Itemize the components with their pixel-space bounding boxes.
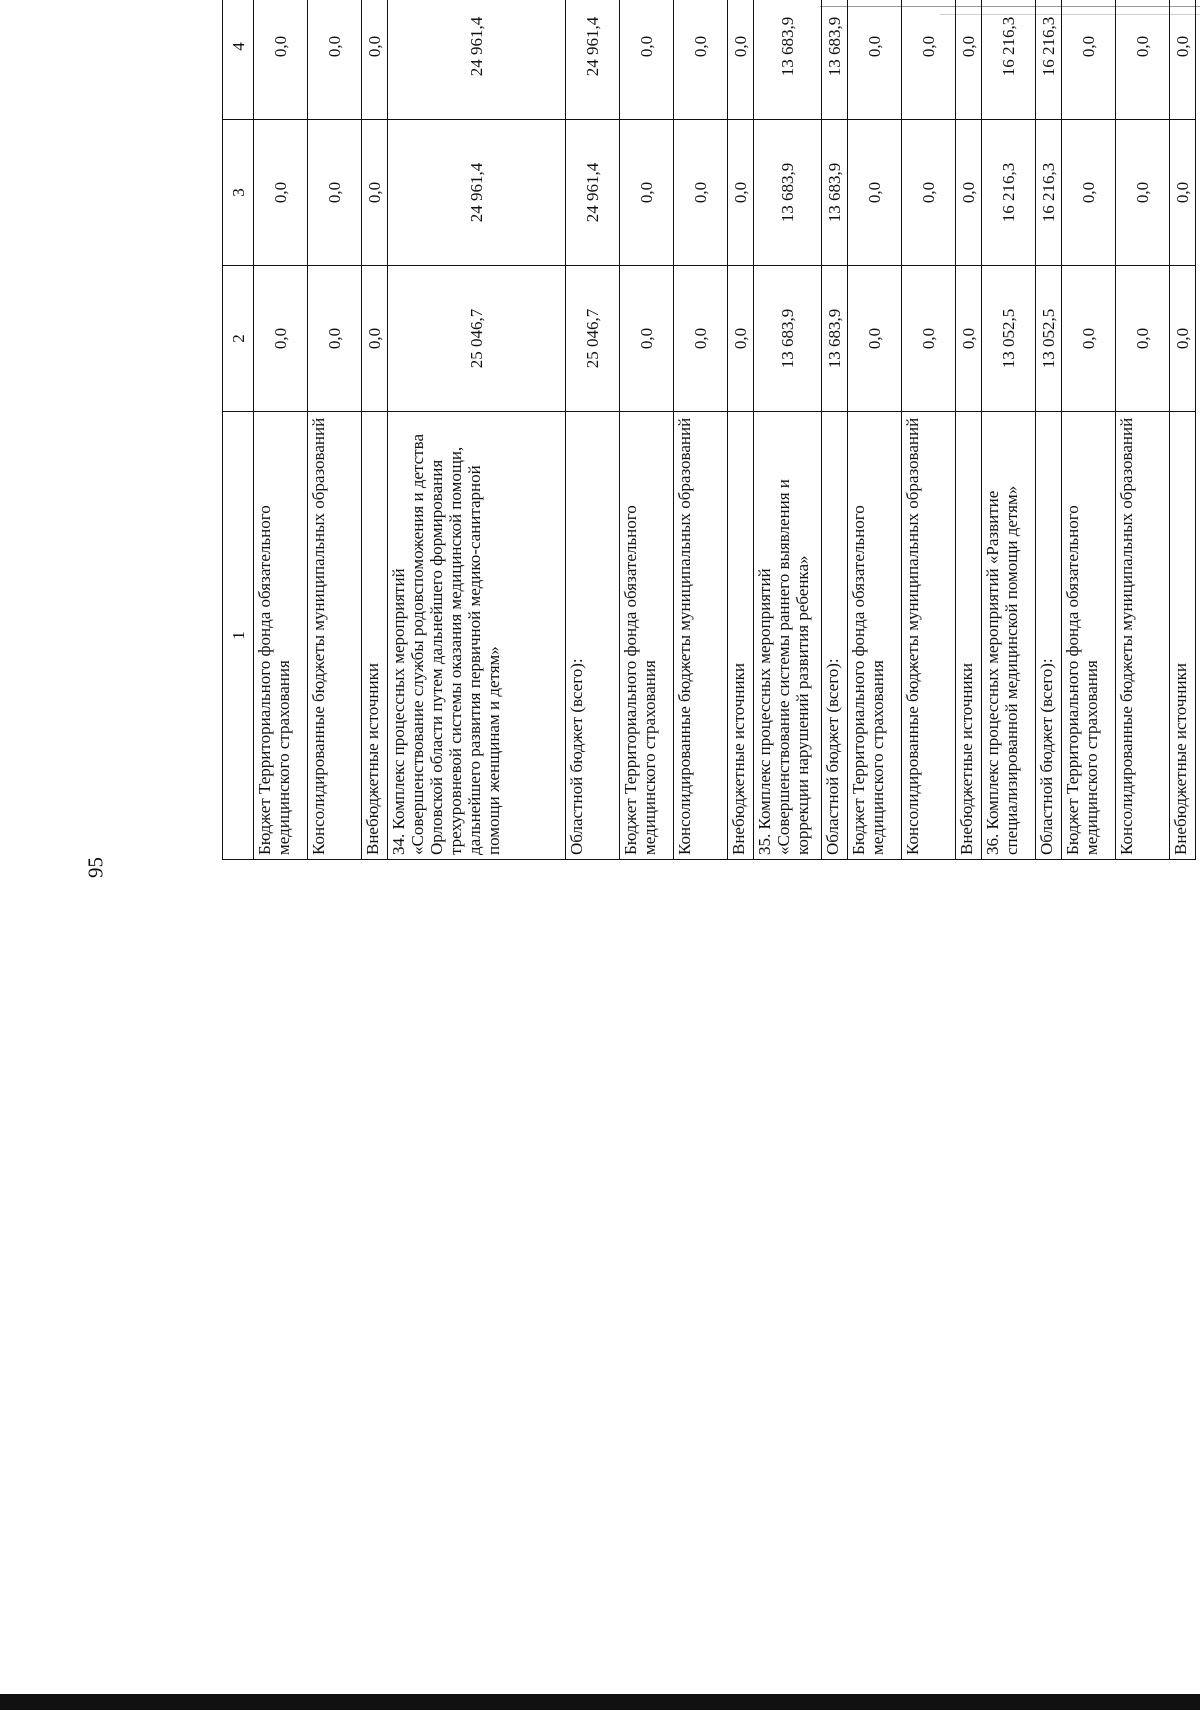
table-row: [620, 0, 674, 860]
budget-table: [222, 0, 1196, 860]
value-cell: 13 683,9: [822, 266, 848, 412]
column-header: 4: [223, 0, 254, 120]
value-cell: 0,0: [1170, 0, 1196, 120]
value-cell: 13 683,9: [822, 0, 848, 120]
value-cell: 0,0: [1062, 0, 1116, 120]
table-row: [308, 0, 362, 860]
row-label-cell: 35. Комплекс процессных мероприятий «Совершенствование системы раннего выявления и коррекции нарушений развития ребенка»: [754, 412, 822, 860]
value-cell: 0,0: [848, 266, 902, 412]
table-row: [254, 0, 308, 860]
value-cell: 24 961,4: [388, 0, 566, 120]
row-label-cell: Внебюджетные источники: [1170, 412, 1196, 860]
value-cell: 0,0: [254, 266, 308, 412]
row-label-cell: 36. Комплекс процессных мероприятий «Развитие специализированной медицинской помощи детям»: [982, 412, 1036, 860]
value-cell: 0,0: [254, 0, 308, 120]
value-cell: 16 216,3: [982, 0, 1036, 120]
row-label-cell: Бюджет Территориального фонда обязательного медицинского страхования: [1062, 412, 1116, 860]
value-cell: 24 961,4: [566, 120, 620, 266]
row-label-cell: Областной бюджет (всего):: [1036, 412, 1062, 860]
value-cell: 24 961,4: [388, 120, 566, 266]
table-row: [902, 0, 956, 860]
value-cell: 0,0: [956, 266, 982, 412]
value-cell: 0,0: [902, 0, 956, 120]
value-cell: 0,0: [362, 120, 388, 266]
row-label-cell: Внебюджетные источники: [728, 412, 754, 860]
row-label-cell: 34. Комплекс процессных мероприятий «Совершенствование службы родовспоможения и детства Орловской области путем дальнейшего формирования трехуровневой системы оказания медицинской помощи, дальнейшего развития первичной медико-санитарной помощи женщинам и детям»: [388, 412, 566, 860]
row-label-cell: Консолидированные бюджеты муниципальных образований: [674, 412, 728, 860]
row-label-cell: Областной бюджет (всего):: [566, 412, 620, 860]
value-cell: 13 683,9: [754, 0, 822, 120]
value-cell: 0,0: [308, 0, 362, 120]
value-cell: 0,0: [1062, 266, 1116, 412]
value-cell: 0,0: [848, 0, 902, 120]
value-cell: 13 683,9: [754, 266, 822, 412]
scan-bottom-border: [0, 1694, 1200, 1710]
value-cell: 0,0: [362, 266, 388, 412]
table-row: [956, 0, 982, 860]
table-row: [1062, 0, 1116, 860]
value-cell: 0,0: [362, 0, 388, 120]
table-row: [1116, 0, 1170, 860]
row-label-cell: Консолидированные бюджеты муниципальных образований: [308, 412, 362, 860]
row-label-cell: Внебюджетные источники: [362, 412, 388, 860]
value-cell: 0,0: [956, 120, 982, 266]
value-cell: 0,0: [674, 0, 728, 120]
row-label-cell: Внебюджетные источники: [956, 412, 982, 860]
value-cell: 0,0: [1062, 120, 1116, 266]
table-row: [822, 0, 848, 860]
value-cell: 0,0: [1116, 266, 1170, 412]
value-cell: 24 961,4: [566, 0, 620, 120]
value-cell: 25 046,7: [388, 266, 566, 412]
table-row: [1170, 0, 1196, 860]
value-cell: 13 052,5: [982, 266, 1036, 412]
table-header-row: [223, 0, 254, 860]
row-label-cell: Консолидированные бюджеты муниципальных образований: [902, 412, 956, 860]
row-label-cell: Бюджет Территориального фонда обязательного медицинского страхования: [620, 412, 674, 860]
value-cell: 0,0: [902, 266, 956, 412]
table-row: [388, 0, 566, 860]
value-cell: 0,0: [956, 0, 982, 120]
column-header: 1: [223, 412, 254, 860]
table-row: [982, 0, 1036, 860]
column-header: 2: [223, 266, 254, 412]
table-row: [674, 0, 728, 860]
value-cell: 16 216,3: [1036, 0, 1062, 120]
page-number: 95: [83, 857, 108, 878]
value-cell: 13 052,5: [1036, 266, 1062, 412]
row-label-cell: Бюджет Территориального фонда обязательного медицинского страхования: [254, 412, 308, 860]
table-row: [566, 0, 620, 860]
value-cell: 0,0: [308, 266, 362, 412]
row-label-cell: Консолидированные бюджеты муниципальных образований: [1116, 412, 1170, 860]
column-header: 3: [223, 120, 254, 266]
value-cell: 0,0: [254, 120, 308, 266]
table-row: [754, 0, 822, 860]
value-cell: 0,0: [674, 266, 728, 412]
value-cell: 0,0: [620, 120, 674, 266]
row-label-cell: Бюджет Территориального фонда обязательного медицинского страхования: [848, 412, 902, 860]
value-cell: 16 216,3: [982, 120, 1036, 266]
table-row: [848, 0, 902, 860]
row-label-cell: Областной бюджет (всего):: [822, 412, 848, 860]
value-cell: 0,0: [674, 120, 728, 266]
table-row: [362, 0, 388, 860]
rotated-table-container: [222, 0, 1192, 860]
value-cell: 0,0: [728, 266, 754, 412]
table-body: [254, 0, 1196, 860]
value-cell: 0,0: [620, 266, 674, 412]
table-row: [1036, 0, 1062, 860]
value-cell: 16 216,3: [1036, 120, 1062, 266]
table-row: [728, 0, 754, 860]
value-cell: 0,0: [1116, 120, 1170, 266]
value-cell: 13 683,9: [822, 120, 848, 266]
value-cell: 0,0: [728, 0, 754, 120]
value-cell: 0,0: [1116, 0, 1170, 120]
value-cell: 13 683,9: [754, 120, 822, 266]
value-cell: 0,0: [902, 120, 956, 266]
value-cell: 0,0: [1170, 120, 1196, 266]
value-cell: 25 046,7: [566, 266, 620, 412]
value-cell: 0,0: [1170, 266, 1196, 412]
value-cell: 0,0: [848, 120, 902, 266]
value-cell: 0,0: [620, 0, 674, 120]
value-cell: 0,0: [728, 120, 754, 266]
value-cell: 0,0: [308, 120, 362, 266]
